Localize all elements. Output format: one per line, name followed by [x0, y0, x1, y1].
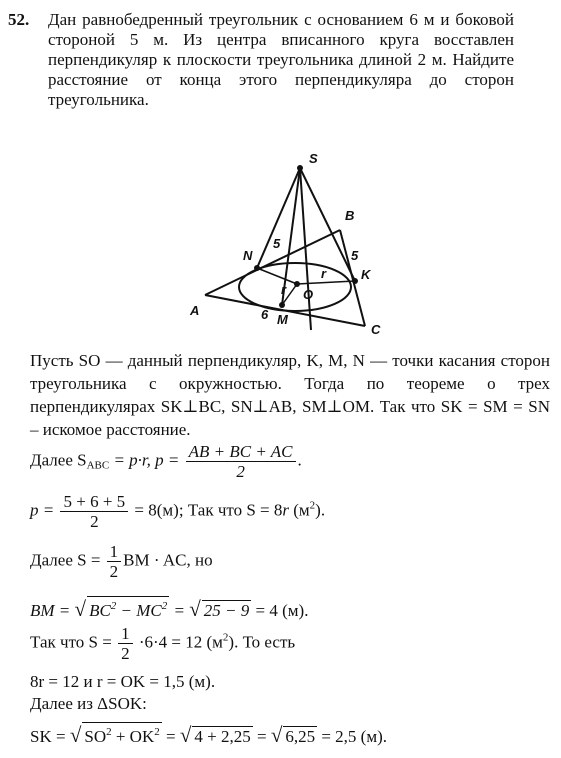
p-lead: p =	[30, 500, 59, 520]
half-fraction	[107, 542, 122, 581]
area-lead: Далее S	[30, 450, 87, 470]
bm-end: = 4 (м).	[251, 601, 309, 620]
label-o: O	[303, 287, 314, 302]
p-mid: = 8(м); Так что S = 8	[130, 500, 283, 520]
sk-lead: SK =	[30, 727, 70, 746]
bm-lead: BM =	[30, 601, 75, 620]
sk-end: = 2,5 (м).	[317, 727, 388, 746]
sk-line: SK = √ $SO^2 + OK^2$ = √ 4 + 2,25 = √ 6,25 = 2,5 (м).	[30, 723, 388, 747]
solution-intro: Пусть SO — данный перпендикуляр, K, M, N — точки касания сторон треугольника с окружностью. Тогда по теореме о трех перпендикулярах SK⊥BC, SN⊥AB, SM⊥OM. Так что SK = SM = SN – искомое расстояние.	[30, 351, 550, 439]
label-m: M	[277, 312, 288, 327]
area-end: ). То есть	[228, 632, 296, 652]
p-unit: (м	[289, 500, 310, 520]
label-k: K	[361, 267, 371, 282]
frac-den: 2	[121, 644, 130, 663]
p-fraction	[60, 492, 128, 531]
area-mid: = p·r, p =	[109, 450, 184, 470]
label-n: N	[243, 248, 253, 263]
area-formula-line	[30, 442, 302, 481]
sk-radical-3: 6,25	[285, 727, 316, 746]
area-half-line	[30, 542, 213, 581]
label-r-down: r	[281, 282, 287, 297]
bm-radical-2: 25 − 9	[203, 601, 250, 620]
frac-num: 5 + 6 + 5	[60, 492, 128, 512]
area-lead: Так что S =	[30, 632, 117, 652]
bm-radical: $BC^2 - MC^2$	[87, 596, 169, 620]
point-k	[352, 278, 358, 284]
segment-ok	[297, 281, 355, 284]
semiperimeter-fraction	[186, 442, 296, 481]
bm-eq: =	[169, 601, 190, 620]
label-s: S	[309, 151, 318, 166]
bm-line: BM = √ $BC^2 - MC^2$ = √ 25 − 9 = 4 (м).	[30, 597, 309, 621]
sk-radical: $SO^2 + OK^2$	[82, 722, 161, 746]
label-r-right: r	[321, 266, 327, 281]
frac-num: 1	[118, 624, 133, 644]
segment-on	[257, 268, 297, 284]
label-six: 6	[261, 307, 269, 322]
half-lead: Далее S =	[30, 550, 105, 570]
point-o	[294, 281, 300, 287]
area-fraction	[118, 624, 133, 663]
sk-radical-2: 4 + 2,25	[194, 727, 251, 746]
area-pow: 2	[222, 631, 229, 644]
label-five-left: 5	[273, 236, 281, 251]
sk-eq2: =	[252, 727, 271, 746]
frac-den: 2	[90, 512, 99, 531]
label-a: A	[190, 303, 200, 318]
point-s	[297, 165, 303, 171]
p-r: r	[282, 500, 289, 520]
label-five-right: 5	[351, 248, 359, 263]
frac-num: AB + BC + AC	[186, 442, 296, 462]
half-end: BM · AC, но	[123, 550, 213, 570]
semiperimeter-line	[30, 492, 325, 531]
label-c: C	[371, 322, 381, 337]
frac-den: 2	[236, 462, 245, 481]
area-sub: ABC	[86, 459, 110, 472]
problem-number: 52.	[8, 10, 30, 29]
area-mid: ·6·4 = 12 (м	[134, 632, 223, 652]
point-n	[254, 265, 260, 271]
pyramid-figure	[185, 148, 395, 343]
frac-den: 2	[109, 562, 119, 581]
point-m	[279, 302, 285, 308]
area-value-line	[30, 624, 295, 663]
line-end: .	[297, 450, 302, 470]
frac-num: 1	[107, 542, 122, 562]
p-end: ).	[315, 500, 326, 520]
problem-statement: Дан равнобедренный треугольник с основанием 6 м и боковой стороной 5 м. Из центра вписанного круга восставлен перпендикуляр к плоскости треугольника длиной 2 м. Найдите расстояние от конца этого перпендикуляра до сторон треугольника.	[48, 10, 514, 109]
triangle-sok-line: Далее из ΔSOK:	[30, 694, 147, 713]
label-b: B	[345, 208, 355, 223]
sk-eq: =	[161, 727, 180, 746]
p-pow: 2	[309, 499, 316, 512]
radius-line: 8r = 12 и r = OK = 1,5 (м).	[30, 672, 216, 691]
